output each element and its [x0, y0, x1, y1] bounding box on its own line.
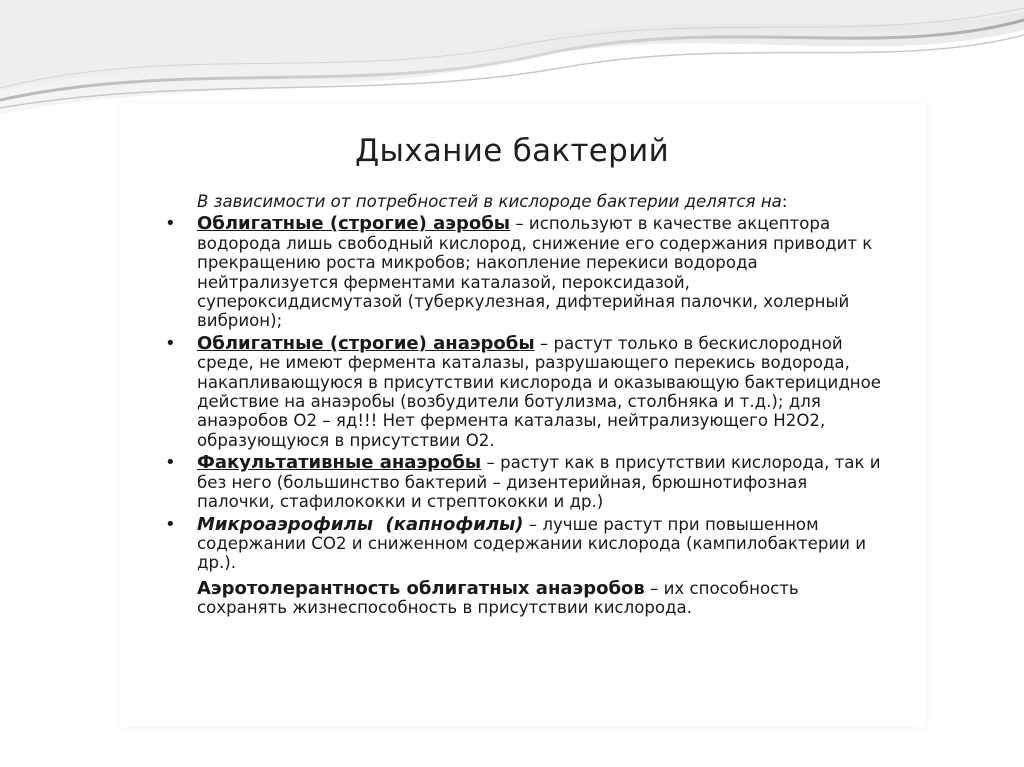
term-obligate-anaerobes: Облигатные (строгие) анаэробы: [197, 332, 535, 354]
term-microaerophiles: Микроаэрофилы (капнофилы): [197, 513, 524, 535]
bullet-icon: •: [165, 452, 176, 474]
intro-sentence: В зависимости от потребностей в кислороде бактерии делятся на: [197, 192, 782, 211]
term-aerotolerance: Аэротолерантность облигатных анаэробов: [197, 577, 645, 599]
page-title: Дыхание бактерий: [354, 133, 670, 169]
intro-colon: :: [781, 192, 788, 211]
bullet-icon: •: [165, 513, 176, 535]
description-obligate-anaerobes: – растут только в бескислородной среде, не имеют фермента каталазы, разрушающего перекись водорода, накапливающуюся в присутствии кислорода и оказывающую бактерицидное действие на анаэробы (возбудители ботулизма, столбняка и т.д.); для анаэробов О2 – яд!!! Нет фермента каталазы, нейтрализующего Н2О2, образующуюся в присутствии О2.: [197, 333, 882, 450]
term-facultative-anaerobes: Факультативные анаэробы: [197, 452, 482, 474]
list-item-obligate-aerobes: [163, 214, 883, 330]
classification-list: [163, 214, 883, 572]
description-aerotolerance: – их способность сохранять жизнеспособность в присутствии кислорода.: [197, 578, 799, 618]
description-facultative-anaerobes: – растут как в присутствии кислорода, так и без него (большинство бактерий – дизентерийная, брюшнотифозная палочки, стафилококки и стрептококки и др.): [197, 453, 881, 512]
list-item-microaerophiles: [163, 515, 883, 573]
intro-text: [197, 192, 883, 211]
description-microaerophiles: – лучше растут при повышенном содержании СО2 и сниженном содержании кислорода (кампилобактерии и др.).: [197, 514, 867, 573]
description-obligate-aerobes: – используют в качестве акцептора водорода лишь свободный кислород, снижение его содержания приводит к прекращению роста микробов; накопление перекиси водорода нейтрализуется ферментами каталазой, пероксидазой, супероксиддисмутазой (туберкулезная, дифтерийная палочки, холерный вибрион);: [197, 214, 873, 331]
bullet-icon: •: [165, 332, 176, 354]
bullet-icon: •: [165, 213, 176, 235]
aerotolerance-note: [163, 579, 883, 618]
list-item-facultative-anaerobes: [163, 453, 883, 511]
term-obligate-aerobes: Облигатные (строгие) аэробы: [197, 213, 511, 235]
slide-body: [163, 192, 883, 618]
list-item-obligate-anaerobes: [163, 334, 883, 450]
